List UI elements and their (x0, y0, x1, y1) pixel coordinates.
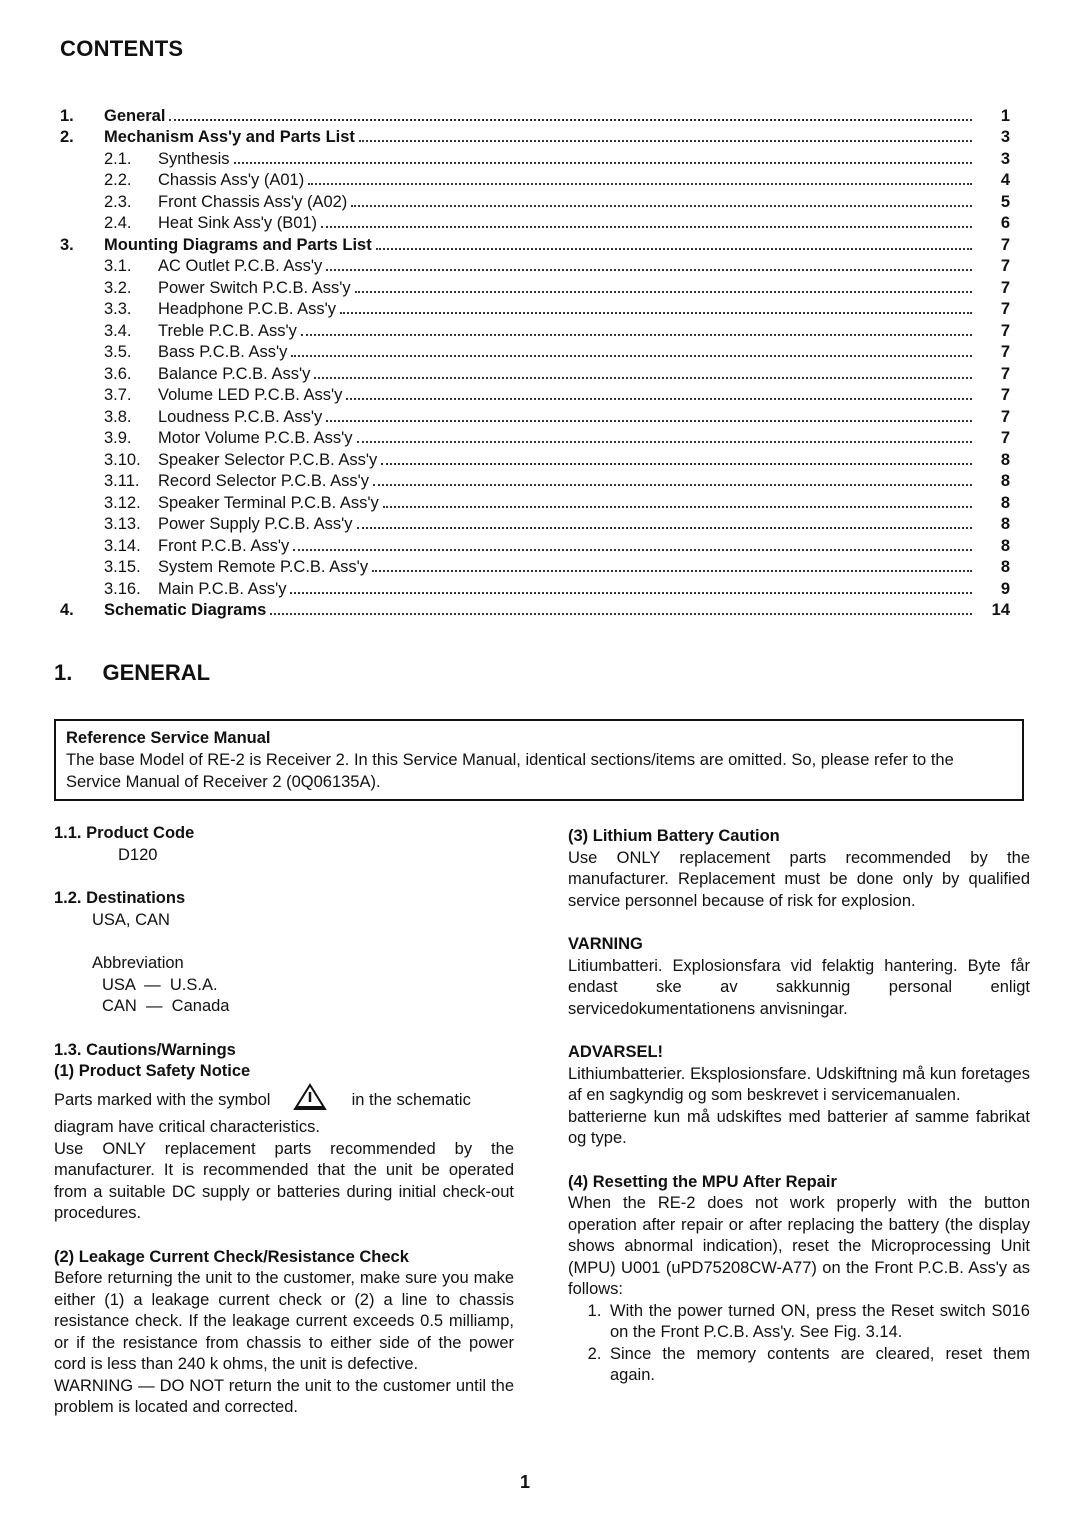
product-safety-text: Use ONLY replacement parts recommended by the manufacturer. It is recommended that the unit be operated from a suitable DC supply or batteries during initial check-out procedures. (54, 1139, 514, 1222)
toc-page: 1 (1000, 106, 1010, 125)
toc-entry (60, 534, 1010, 556)
toc-number: 2.1. (104, 149, 132, 168)
toc-page: 7 (1000, 235, 1010, 254)
toc-title: Motor Volume P.C.B. Ass'y (158, 429, 353, 447)
toc-page: 8 (1000, 493, 1010, 512)
toc-page: 7 (1000, 386, 1010, 404)
toc-entry (60, 104, 1010, 126)
toc-leader (383, 505, 972, 508)
section-1-1-title: 1.1. Product Code (54, 824, 195, 842)
toc-page: 4 (1000, 171, 1010, 189)
toc-leader (314, 376, 972, 379)
toc-entry (60, 556, 1010, 578)
toc-entry (60, 491, 1010, 513)
toc-number: 3.16. (104, 579, 141, 598)
toc-title: System Remote P.C.B. Ass'y (158, 558, 369, 576)
toc-leader (376, 247, 972, 250)
toc-entry (60, 233, 1010, 255)
toc-number: 1. (60, 106, 74, 125)
toc-page: 7 (1000, 429, 1010, 447)
toc-page: 7 (1000, 343, 1010, 361)
toc-page: 8 (1000, 515, 1010, 533)
advarsel-text-1: Lithiumbatterier. Eksplosionsfare. Udskiftning må kun foretages af en sagkyndig og som beskrevet i servicemanualen. (568, 1064, 1030, 1104)
toc-entry (60, 126, 1010, 148)
toc-page: 3 (1000, 149, 1010, 168)
toc-leader (169, 118, 972, 121)
toc-number: 2.2. (104, 171, 132, 189)
destinations: USA, CAN (92, 910, 170, 929)
toc-title: Chassis Ass'y (A01) (158, 171, 305, 189)
toc-entry (60, 190, 1010, 212)
toc-leader (357, 440, 972, 443)
general-heading-number: 1. (54, 660, 73, 685)
toc-entry (60, 169, 1010, 191)
toc-entry (60, 513, 1010, 535)
toc-entry (60, 341, 1010, 363)
reference-title: Reference Service Manual (66, 729, 271, 747)
mpu-reset-steps (568, 1301, 1030, 1387)
toc-entry (60, 319, 1010, 341)
toc-page: 7 (1000, 321, 1010, 340)
general-heading-text: GENERAL (102, 660, 211, 685)
advarsel-title: ADVARSEL! (568, 1043, 664, 1061)
list-item: 2. Since the memory contents are cleared, reset them again. (606, 1344, 1030, 1387)
symbol-text-b: in the schematic (351, 1090, 471, 1109)
toc-page: 7 (1000, 407, 1010, 426)
toc-entry (60, 405, 1010, 427)
toc-leader (359, 139, 972, 142)
section-1-2-title: 1.2. Destinations (54, 889, 186, 907)
reference-text: The base Model of RE-2 is Receiver 2. In this Service Manual, identical sections/items are omitted. So, please refer to the Service Manual of Receiver 2 (0Q06135A). (66, 751, 954, 791)
toc-page: 7 (1000, 278, 1010, 297)
toc-page: 6 (1000, 214, 1010, 232)
toc-leader (326, 419, 972, 422)
toc-leader (301, 333, 972, 336)
toc-leader (291, 354, 972, 357)
reference-box (54, 719, 1024, 801)
toc-number: 3.9. (104, 429, 132, 447)
toc-entry (60, 255, 1010, 277)
toc-number: 3.11. (104, 472, 140, 490)
toc-leader (372, 569, 972, 572)
toc-page: 7 (1000, 364, 1010, 383)
toc-title: Schematic Diagrams (104, 601, 267, 619)
toc-number: 2.3. (104, 192, 132, 211)
toc-entry (60, 599, 1010, 621)
toc-page: 8 (1000, 536, 1010, 555)
toc-entry (60, 147, 1010, 169)
toc-title: Front Chassis Ass'y (A02) (158, 192, 348, 211)
toc-title: Main P.C.B. Ass'y (158, 579, 287, 598)
toc-page: 5 (1000, 192, 1010, 211)
product-safety-line1 (54, 1083, 514, 1118)
toc-leader (357, 526, 972, 529)
toc-leader (326, 268, 972, 271)
toc-title: Balance P.C.B. Ass'y (158, 364, 311, 383)
toc-title: Speaker Terminal P.C.B. Ass'y (158, 493, 379, 512)
toc-number: 3.10. (104, 450, 141, 469)
product-code: D120 (118, 845, 158, 864)
table-of-contents (60, 104, 1010, 620)
list-item: 1. With the power turned ON, press the Reset switch S016 on the Front P.C.B. Ass'y. See Fig. 3.14. (606, 1301, 1030, 1344)
warning-triangle-icon (293, 1083, 327, 1118)
varning-text: Litiumbatteri. Explosionsfara vid felaktig hantering. Byte får endast ske av sakkunnig personal enligt servicedokumentationens anvisningar. (568, 956, 1030, 1018)
toc-leader (373, 483, 972, 486)
toc-title: Power Supply P.C.B. Ass'y (158, 515, 353, 533)
leakage-text: Before returning the unit to the customer, make sure you make either (1) a leakage current check or (2) a line to chassis resistance check. If the leakage current exceeds 0.5 milliamp, or if the resistance from chassis to either side of the power cord is less than 240 k ohms, the unit is defective. (54, 1269, 514, 1373)
toc-entry (60, 577, 1010, 599)
lithium-text: Use ONLY replacement parts recommended by the manufacturer. Replacement must be done only by qualified service personnel because of risk for explosion. (568, 848, 1030, 910)
toc-title: Front P.C.B. Ass'y (158, 536, 290, 555)
toc-title: General (104, 106, 166, 125)
varning-title: VARNING (568, 935, 643, 953)
mpu-reset-title: (4) Resetting the MPU After Repair (568, 1172, 837, 1191)
general-heading (54, 660, 210, 686)
toc-title: Synthesis (158, 149, 230, 168)
toc-leader (290, 591, 972, 594)
toc-leader (234, 161, 972, 164)
toc-number: 3.2. (104, 278, 132, 297)
toc-leader (270, 612, 972, 615)
left-column (54, 823, 514, 1419)
toc-number: 3.12. (104, 493, 141, 512)
toc-title: Heat Sink Ass'y (B01) (158, 214, 318, 232)
toc-page: 7 (1000, 257, 1010, 275)
abbreviation-title: Abbreviation (92, 954, 184, 972)
toc-entry (60, 384, 1010, 406)
abbreviation-usa: USA — U.S.A. (102, 975, 218, 994)
toc-number: 3.3. (104, 300, 132, 318)
toc-number: 4. (60, 601, 74, 619)
toc-number: 3.5. (104, 343, 132, 361)
contents-title: CONTENTS (60, 36, 184, 61)
leakage-warning: WARNING — DO NOT return the unit to the customer until the problem is located and corrected. (54, 1376, 514, 1416)
toc-title: Bass P.C.B. Ass'y (158, 343, 288, 361)
toc-title: Speaker Selector P.C.B. Ass'y (158, 450, 378, 469)
toc-entry (60, 427, 1010, 449)
toc-leader (351, 204, 972, 207)
toc-leader (346, 397, 972, 400)
toc-leader (340, 311, 972, 314)
toc-number: 2.4. (104, 214, 132, 232)
mpu-reset-text: When the RE-2 does not work properly with the button operation after repair or after replacing the battery (the display shows abnormal indication), reset the Microprocessing Unit (MPU) U001 (uPD75208CW-A77) on the Front P.C.B. Ass'y as follows: (568, 1194, 1030, 1298)
toc-number: 3.8. (104, 407, 132, 426)
toc-number: 2. (60, 128, 74, 146)
toc-title: Headphone P.C.B. Ass'y (158, 300, 337, 318)
toc-leader (381, 462, 972, 465)
leakage-title: (2) Leakage Current Check/Resistance Check (54, 1247, 409, 1266)
toc-leader (321, 225, 972, 228)
symbol-text-a: Parts marked with the symbol (54, 1090, 271, 1109)
toc-title: Mechanism Ass'y and Parts List (104, 128, 355, 146)
toc-entry (60, 298, 1010, 320)
toc-page: 8 (1000, 472, 1010, 490)
toc-title: AC Outlet P.C.B. Ass'y (158, 257, 323, 275)
toc-leader (293, 548, 972, 551)
toc-number: 3.15. (104, 558, 141, 576)
toc-page: 3 (1000, 128, 1010, 146)
toc-title: Mounting Diagrams and Parts List (104, 235, 372, 254)
toc-number: 3.6. (104, 364, 132, 383)
toc-entry (60, 448, 1010, 470)
toc-number: 3.14. (104, 536, 141, 555)
toc-title: Power Switch P.C.B. Ass'y (158, 278, 351, 297)
page-number: 1 (520, 1472, 531, 1492)
toc-title: Record Selector P.C.B. Ass'y (158, 472, 370, 490)
toc-number: 3. (60, 235, 74, 254)
toc-number: 3.13. (104, 515, 141, 533)
product-safety-title: (1) Product Safety Notice (54, 1062, 251, 1080)
toc-page: 9 (1000, 579, 1010, 598)
toc-number: 3.7. (104, 386, 132, 404)
toc-title: Loudness P.C.B. Ass'y (158, 407, 323, 426)
product-safety-line2: diagram have critical characteristics. (54, 1118, 320, 1136)
toc-entry (60, 276, 1010, 298)
lithium-title: (3) Lithium Battery Caution (568, 827, 780, 845)
toc-title: Treble P.C.B. Ass'y (158, 321, 297, 340)
toc-leader (355, 290, 972, 293)
right-column (568, 826, 1030, 1387)
toc-entry (60, 362, 1010, 384)
toc-number: 3.4. (104, 321, 132, 340)
section-1-3-title: 1.3. Cautions/Warnings (54, 1040, 236, 1059)
advarsel-text-2: batterierne kun må udskiftes med batterier af samme fabrikat og type. (568, 1107, 1030, 1147)
toc-page: 14 (991, 601, 1010, 619)
toc-entry (60, 212, 1010, 234)
toc-page: 7 (1000, 300, 1010, 318)
toc-leader (308, 182, 972, 185)
abbreviation-can: CAN — Canada (102, 997, 230, 1015)
toc-number: 3.1. (104, 257, 132, 275)
toc-entry (60, 470, 1010, 492)
toc-page: 8 (1000, 558, 1010, 576)
toc-title: Volume LED P.C.B. Ass'y (158, 386, 343, 404)
toc-page: 8 (1000, 450, 1010, 469)
